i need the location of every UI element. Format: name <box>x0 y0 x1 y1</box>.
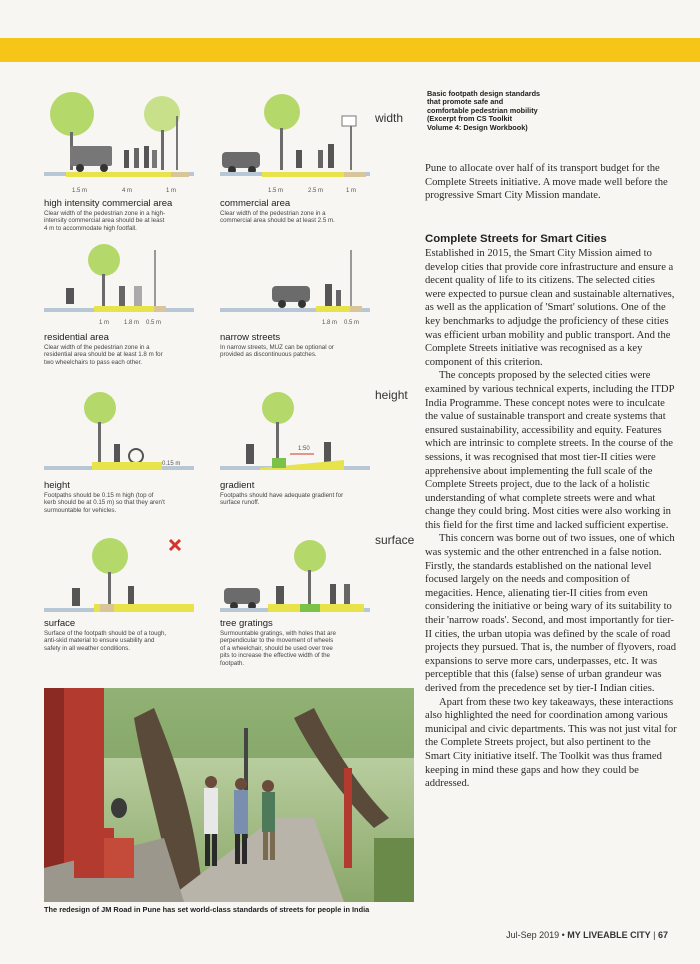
article-heading: Complete Streets for Smart Cities <box>425 233 607 245</box>
panel-height: 0.15 m height Footpaths should be 0.15 m high (top of kerb should be at 0.15 m) so that they aren't surmountable for vehicles. <box>44 388 194 514</box>
issue-date: Jul-Sep 2019 <box>506 930 560 940</box>
paragraph: Established in 2015, the Smart City Mission aimed to develop cities that provide core infrastructure and ensure a decent quality of life to its citizens. The selected cities were expected to pursue clean and sustainable alternatives, as well as the application of 'Smart' solutions. One of the key benchmarks to adjudge the proficiency of these cities was efficient urban mobility and public transport. And the Complete Streets initiative was recognised as a key component of this criterion. <box>425 248 675 368</box>
street-section-illustration <box>220 532 370 616</box>
sidebar-note: Basic footpath design standards that promote safe and comfortable pedestrian mobility (Excerpt from CS Toolkit Volume 4: Design Workbook) <box>427 89 541 132</box>
street-section-illustration <box>44 240 194 320</box>
panel-description: Surmountable gratings, with holes that are perpendicular to the movement of wheels of a wheelchair, should be used over tree pits to increase the effective width of the footpath. <box>220 630 336 667</box>
panel-title: height <box>44 480 70 491</box>
panel-high-intensity-commercial: 1.5 m 4 m 1 m high intensity commercial area Clear width of the pedestrian zone in a high- intensity commercial area should be at least 4 m to accommodate high footfall. <box>44 88 194 232</box>
article-intro: Pune to allocate over half of its transport budget for the Complete Streets initiative. A move made well before the progressive Smart City Mission mandate. <box>425 163 668 202</box>
magazine-name: MY LIVEABLE CITY <box>567 930 651 940</box>
panel-narrow-streets: 1.8 m 0.5 m narrow streets In narrow streets, MUZ can be optional or provided as discontinuous patches. <box>220 240 370 359</box>
street-section-illustration <box>220 388 370 478</box>
panel-commercial-area: 1.5 m 2.5 m 1 m commercial area Clear width of the pedestrian zone in a commercial area should be at least 2.5 m. <box>220 88 370 225</box>
panel-description: Clear width of the pedestrian zone in a residential area should be at least 1.8 m for two wheelchairs to pass each other. <box>44 344 163 366</box>
panel-title: high intensity commercial area <box>44 198 173 209</box>
article-body <box>425 247 677 791</box>
panel-description: Clear width of the pedestrian zone in a commercial area should be at least 2.5 m. <box>220 210 335 225</box>
section-label-width: width <box>375 111 404 125</box>
page-number: 67 <box>657 930 668 940</box>
page-footer: Jul-Sep 2019 • MY LIVEABLE CITY | 67 <box>506 930 668 940</box>
street-section-illustration <box>220 240 370 320</box>
street-section-illustration <box>44 532 194 616</box>
section-label-surface: surface <box>375 533 415 547</box>
panel-residential-area: 1 m 1.8 m 0.5 m residential area Clear width of the pedestrian zone in a residential area should be at least 1.8 m for two wheelchairs to pass each other. <box>44 240 194 366</box>
street-photo <box>44 688 414 902</box>
panel-title: surface <box>44 618 76 629</box>
panel-description: Surface of the footpath should be of a tough, anti-skid material to ensure usability and safety in all weather conditions. <box>44 630 167 652</box>
panel-surface <box>44 532 194 652</box>
paragraph: Apart from these two key takeaways, these interactions also highlighted the need for coordination among various municipal and civic departments. This was not just vital for the Complete Streets project, but also pertinent to the Smart City initiative itself. The Toolkit was thus framed keeping in mind these gaps and how they could be addressed. <box>425 696 677 790</box>
paragraph: The concepts proposed by the selected cities were examined by various technical experts, including the ITDP India Programme. These concept notes were to inculcate the value of sustainable transport and create systems that ensured sustainability, accessibility and equity. Features which are intrinsic to complete streets. In the course of the sessions, it was recognised that most tier-II cities were apprehensive about implementing the full scale of the Complete Streets project, due to the lack of a holistic understanding of what complete streets were and what change they could bring. Most cities were also working in this field for the first time and lacked sufficient expertise. <box>425 370 675 531</box>
section-label-height: height <box>375 388 408 402</box>
panel-title: commercial area <box>220 198 291 209</box>
paragraph: This concern was borne out of two issues, one of which was systemic and the other entrenched in a false notion. Firstly, the standards established on the national level focused largely on the needs and composition of megacities. Hence, alienating tier-II cities from even considering the initiative or being wary of its suitability to their 'narrow roads'. Second, and most importantly for tier-II cities, the urban utopia was defined by the scale of road projects they pursued. That is, the number of flyovers, road expansions to serve more cars, underpasses, etc. It was perceptible that this (false) sense of urban grandeur was derived from the precedence set by tier-I Indian cities. <box>425 533 677 694</box>
panel-tree-gratings <box>220 532 370 667</box>
panel-title: gradient <box>220 480 255 491</box>
yellow-header-band <box>0 38 700 62</box>
panel-gradient: 1:50 gradient Footpaths should have adequate gradient for surface runoff. <box>220 388 370 507</box>
panel-title: residential area <box>44 332 109 343</box>
jm-road-photo <box>44 688 414 902</box>
panel-description: Clear width of the pedestrian zone in a high- intensity commercial area should be at least 4 m to accommodate high footfall. <box>44 210 166 232</box>
panel-description: In narrow streets, MUZ can be optional or provided as discontinuous patches. <box>220 344 334 359</box>
panel-description: Footpaths should be 0.15 m high (top of kerb should be at 0.15 m) so that they aren't surmountable for vehicles. <box>44 492 165 514</box>
street-section-illustration <box>44 88 194 188</box>
panel-description: Footpaths should have adequate gradient for surface runoff. <box>220 492 344 507</box>
street-section-illustration <box>220 88 370 188</box>
panel-title: tree gratings <box>220 618 273 629</box>
panel-title: narrow streets <box>220 332 281 343</box>
photo-caption: The redesign of JM Road in Pune has set world-class standards of streets for people in India <box>44 905 370 914</box>
cross-icon <box>170 540 180 550</box>
